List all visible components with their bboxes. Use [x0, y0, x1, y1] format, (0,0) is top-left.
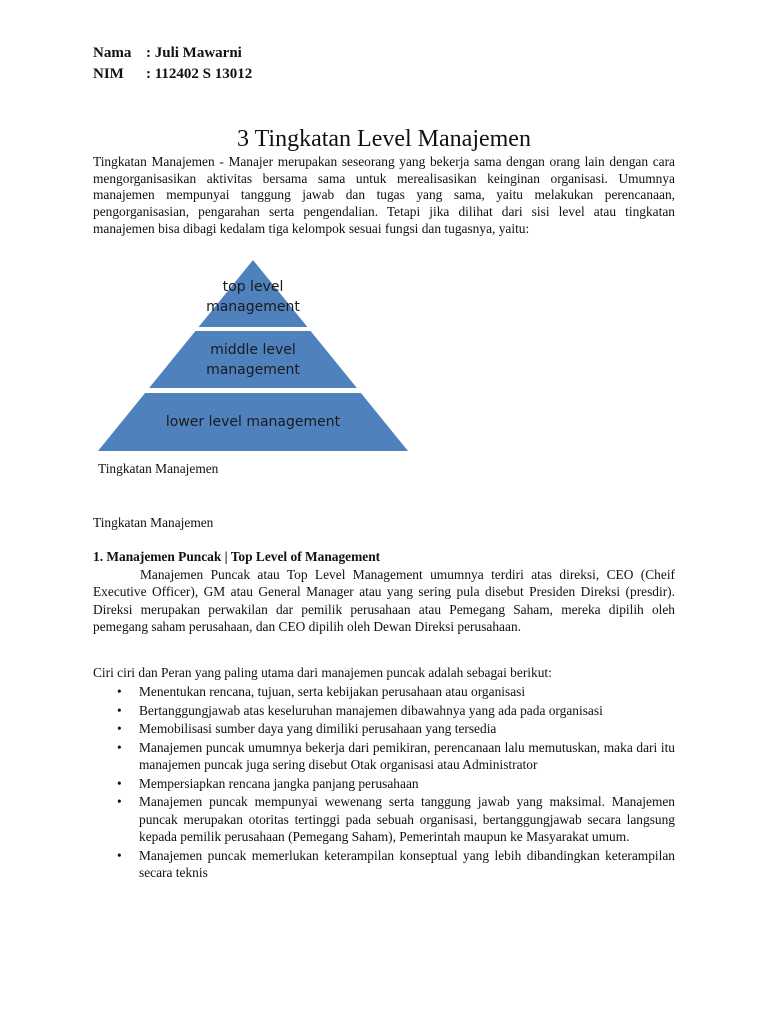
bullet-icon: • [117, 702, 122, 718]
figure-caption: Tingkatan Manajemen [98, 461, 219, 476]
list-item-text: Mempersiapkan rencana jangka panjang perusahaan [139, 775, 419, 791]
nim-row [93, 64, 252, 85]
list-item [93, 720, 675, 738]
bullet-icon: • [117, 775, 122, 791]
list-item [93, 793, 675, 846]
student-header [93, 43, 252, 85]
nim-label: NIM [93, 66, 124, 82]
characteristics-list [93, 683, 675, 883]
list-item [93, 683, 675, 701]
list-item-text: Manajemen puncak mempunyai wewenang serta tanggung jawab yang maksimal. Manajemen puncak merupakan otoritas tertinggi pada sebuah organisasi, bertanggungjawab secara langsung kepada pemilik perusahaan (Pemegang Saham), Pemerintah maupun ke Masyarakat umum. [139, 794, 675, 844]
list-item-text: Manajemen puncak umumnya bekerja dari pemikiran, perencanaan lalu memutuskan, maka dari itu manajemen puncak juga sering disebut Otak organisasi atau Administrator [139, 739, 675, 772]
list-item [93, 775, 675, 793]
bullet-icon: • [117, 847, 122, 863]
list-item-text: Memobilisasi sumber daya yang dimiliki perusahaan yang tersedia [139, 721, 497, 736]
list-item [93, 739, 675, 774]
pyramid-top-label-line2: management [206, 299, 300, 315]
list-item [93, 847, 675, 882]
bullet-icon: • [117, 794, 122, 809]
section-paragraph: Manajemen Puncak atau Top Level Management umumnya terdiri atas direksi, CEO (Cheif Executive Officer), GM atau General Manager atau yang sering pula disebut Presiden Direksi (presdir). Direksi merupakan perwakilan dar pemilik perusahaan atau Pemegang Saham, mereka dipilih oleh pemegang saham perusahaan, dan CEO dipilih oleh Dewan Direksi perusahaan. [93, 567, 675, 635]
section-title: 1. Manajemen Puncak | Top Level of Management [93, 549, 381, 564]
bullet-icon: • [117, 684, 122, 699]
nim-value: : 112402 S 13012 [146, 66, 253, 82]
name-row [93, 43, 252, 64]
list-item-text: Menentukan rencana, tujuan, serta kebijakan perusahaan atau organisasi [139, 684, 526, 699]
subheading: Tingkatan Manajemen [93, 515, 214, 530]
bullet-icon: • [117, 739, 122, 755]
page-title: 3 Tingkatan Level Manajemen [237, 126, 531, 153]
bullet-icon: • [117, 721, 122, 736]
pyramid-middle-label-line2: management [206, 362, 300, 378]
pyramid-middle-label-line1: middle level [210, 342, 296, 358]
management-pyramid-diagram [94, 257, 412, 455]
pyramid-middle-level [149, 331, 357, 388]
intro-paragraph: Tingkatan Manajemen - Manajer merupakan seseorang yang bekerja sama dengan orang lain dengan cara mengorganisasikan aktivitas bersama sama untuk merealisasikan keinginan organisasi. Umumnya manajemen mempunyai tanggung jawab dan tugas yang sama, yaitu melakukan perencanaan, pengorganisasian, pengarahan serta pengendalian. Tetapi jika dilihat dari sisi level atau tingkatan manajemen bisa dibagi kedalam tiga kelompok sesuai fungsi dan tugasnya, yaitu: [93, 154, 675, 236]
list-item-text: Manajemen puncak memerlukan keterampilan konseptual yang lebih dibandingkan keterampilan secara teknis [139, 847, 675, 880]
pyramid-lower-label: lower level management [165, 414, 341, 430]
name-value: : Juli Mawarni [146, 45, 242, 61]
list-intro: Ciri ciri dan Peran yang paling utama dari manajemen puncak adalah sebagai berikut: [93, 665, 552, 680]
list-item-text: Bertanggungjawab atas keseluruhan manajemen dibawahnya yang ada pada organisasi [139, 702, 603, 718]
name-label: Nama [93, 45, 132, 61]
pyramid-top-label-line1: top level [222, 279, 284, 295]
list-item [93, 702, 675, 720]
